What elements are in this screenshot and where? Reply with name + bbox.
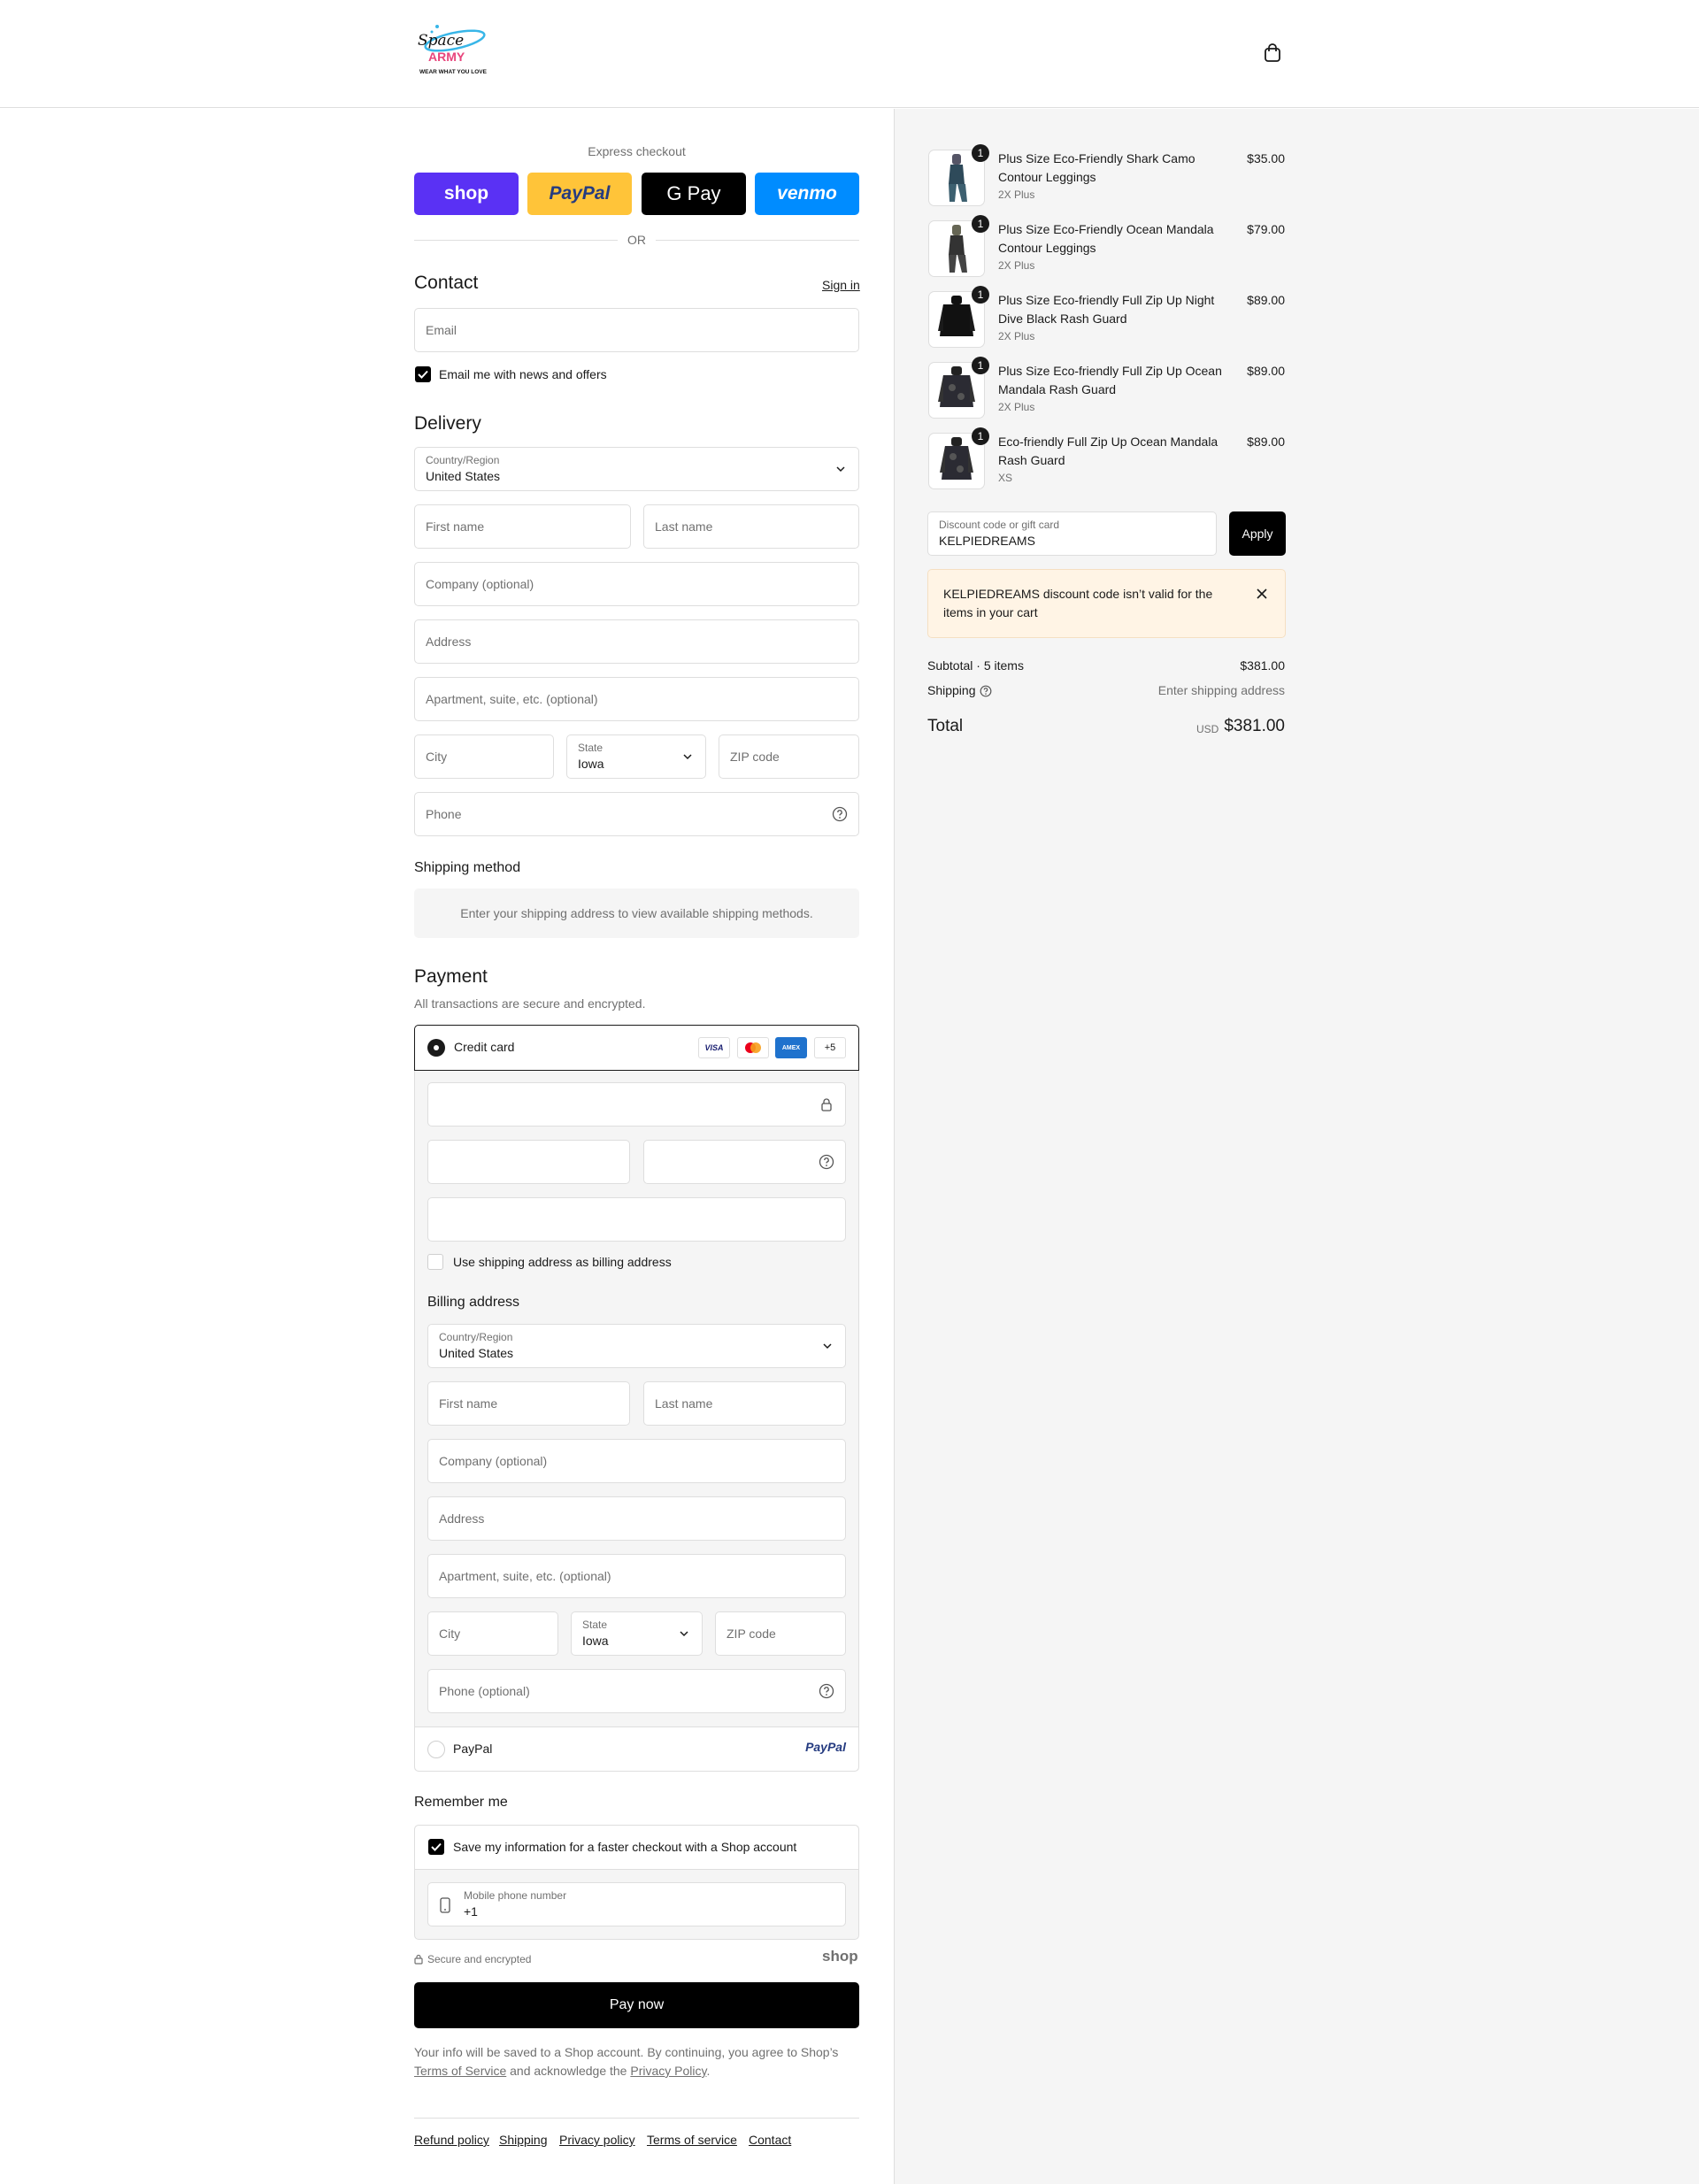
header bbox=[0, 0, 1699, 108]
phone-field[interactable] bbox=[414, 792, 859, 836]
billing-state-select[interactable] bbox=[571, 1611, 703, 1656]
footer-shipping[interactable]: Shipping bbox=[499, 2133, 548, 2147]
state-label: State bbox=[578, 742, 603, 754]
legal-line: Your info will be saved to a Shop account. By continuing, you agree to Shop’s bbox=[414, 2045, 839, 2059]
privacy-policy-link[interactable]: Privacy Policy bbox=[630, 2064, 707, 2078]
order-summary-panel bbox=[894, 109, 1699, 2184]
cart-button[interactable] bbox=[1261, 42, 1284, 65]
shop-logo: shop bbox=[822, 1948, 858, 1965]
footer-contact[interactable]: Contact bbox=[749, 2133, 792, 2147]
shipping-label: Shipping bbox=[927, 683, 976, 697]
subtotal-value: $381.00 bbox=[1240, 658, 1285, 673]
amex-label: AMEX bbox=[781, 1044, 801, 1051]
billing-country-select[interactable] bbox=[427, 1324, 846, 1368]
help-circle-icon[interactable] bbox=[832, 806, 848, 822]
amex-icon bbox=[775, 1037, 807, 1058]
save-info-label: Save my information for a faster checkout with a Shop account bbox=[453, 1840, 797, 1854]
shipping-notice-text: Enter your shipping address to view available shipping methods. bbox=[460, 906, 813, 920]
lock-icon bbox=[819, 1096, 834, 1112]
news-offers-label: Email me with news and offers bbox=[439, 367, 607, 381]
sign-in-link[interactable]: Sign in bbox=[822, 278, 860, 292]
product-variant: 2X Plus bbox=[998, 188, 1035, 201]
google-pay-button[interactable] bbox=[642, 173, 746, 215]
mobile-phone-icon bbox=[439, 1897, 451, 1913]
paypal-radio[interactable] bbox=[427, 1741, 445, 1758]
product-variant: 2X Plus bbox=[998, 330, 1035, 342]
footer-divider bbox=[414, 2118, 859, 2119]
shipping-value: Enter shipping address bbox=[1157, 683, 1285, 697]
product-variant: 2X Plus bbox=[998, 259, 1035, 272]
product-name: Plus Size Eco-friendly Full Zip Up Ocean Mandala Rash Guard bbox=[998, 364, 1222, 396]
billing-apartment-field[interactable] bbox=[427, 1554, 846, 1598]
city-field[interactable] bbox=[414, 734, 554, 779]
billing-last-name-field[interactable] bbox=[643, 1381, 846, 1426]
billing-apartment-placeholder: Apartment, suite, etc. (optional) bbox=[439, 1569, 611, 1583]
subtotal-label: Subtotal · 5 items bbox=[927, 658, 1024, 673]
chevron-down-icon bbox=[822, 1341, 833, 1351]
billing-company-field[interactable] bbox=[427, 1439, 846, 1483]
product-variant: XS bbox=[998, 472, 1013, 484]
mastercard-icon bbox=[737, 1037, 769, 1058]
total-label: Total bbox=[927, 717, 964, 735]
footer-terms-of-service[interactable]: Terms of service bbox=[647, 2133, 737, 2147]
store-logo[interactable] bbox=[412, 21, 488, 83]
product-price: $89.00 bbox=[1247, 434, 1285, 449]
news-offers-checkbox[interactable] bbox=[415, 366, 431, 382]
billing-zip-field[interactable] bbox=[715, 1611, 846, 1656]
pay-now-label: Pay now bbox=[609, 1997, 665, 2012]
shipping-method-title: Shipping method bbox=[414, 860, 521, 875]
apply-discount-button[interactable] bbox=[1229, 511, 1286, 556]
billing-address-field[interactable] bbox=[427, 1496, 846, 1541]
or-divider-left bbox=[414, 240, 618, 241]
venmo-button[interactable] bbox=[755, 173, 859, 215]
product-price: $35.00 bbox=[1247, 151, 1285, 165]
credit-card-radio[interactable] bbox=[427, 1039, 445, 1057]
visa-label: VISA bbox=[704, 1043, 724, 1052]
chevron-down-icon bbox=[835, 464, 846, 474]
first-name-placeholder: First name bbox=[426, 519, 485, 534]
email-placeholder: Email bbox=[426, 323, 457, 337]
lock-icon bbox=[414, 1954, 423, 1965]
discount-error-banner bbox=[927, 569, 1286, 638]
company-field[interactable] bbox=[414, 562, 859, 606]
last-name-field[interactable] bbox=[643, 504, 859, 549]
total-currency: USD bbox=[1196, 723, 1219, 735]
close-icon[interactable] bbox=[1256, 588, 1268, 600]
product-name: Plus Size Eco-Friendly Ocean Mandala Contour Leggings bbox=[998, 222, 1214, 255]
zip-field[interactable] bbox=[719, 734, 859, 779]
help-circle-icon[interactable] bbox=[819, 1154, 834, 1170]
product-name: Plus Size Eco-Friendly Shark Camo Contour Leggings bbox=[998, 151, 1195, 184]
discount-error-text: KELPIEDREAMS discount code isn’t valid for the items in your cart bbox=[943, 587, 1213, 619]
paypal-option[interactable] bbox=[415, 1726, 858, 1771]
apartment-field[interactable] bbox=[414, 677, 859, 721]
product-price: $89.00 bbox=[1247, 293, 1285, 307]
billing-address-title: Billing address bbox=[427, 1295, 520, 1310]
venmo-label: venmo bbox=[777, 183, 837, 204]
discount-code-label: Discount code or gift card bbox=[939, 519, 1060, 531]
paypal-label: PayPal bbox=[549, 183, 611, 204]
logo-text-top: Space bbox=[418, 32, 465, 50]
quantity-badge: 1 bbox=[972, 286, 989, 304]
billing-city-field[interactable] bbox=[427, 1611, 558, 1656]
shop-pay-button[interactable] bbox=[414, 173, 519, 215]
logo-tagline: WEAR WHAT YOU LOVE bbox=[419, 69, 487, 75]
use-shipping-checkbox[interactable] bbox=[427, 1254, 443, 1270]
more-cards-badge bbox=[814, 1037, 846, 1058]
country-label: Country/Region bbox=[426, 454, 500, 466]
mobile-phone-value: +1 bbox=[464, 1904, 478, 1919]
state-value: Iowa bbox=[578, 757, 604, 771]
quantity-badge: 1 bbox=[972, 215, 989, 233]
email-field[interactable] bbox=[414, 308, 859, 352]
product-price: $79.00 bbox=[1247, 222, 1285, 236]
address-field[interactable] bbox=[414, 619, 859, 664]
quantity-badge: 1 bbox=[972, 427, 989, 445]
chevron-down-icon bbox=[679, 1628, 689, 1639]
state-select[interactable] bbox=[566, 734, 706, 779]
legal-end: . bbox=[706, 2064, 711, 2078]
legal-text bbox=[414, 2043, 859, 2080]
apartment-placeholder: Apartment, suite, etc. (optional) bbox=[426, 692, 598, 706]
billing-first-name-field[interactable] bbox=[427, 1381, 630, 1426]
payment-title: Payment bbox=[414, 966, 488, 987]
address-placeholder: Address bbox=[426, 634, 472, 649]
credit-card-label: Credit card bbox=[454, 1040, 515, 1054]
billing-country-label: Country/Region bbox=[439, 1331, 513, 1343]
pay-now-button[interactable] bbox=[414, 1982, 859, 2028]
footer-refund-policy[interactable]: Refund policy bbox=[414, 2133, 489, 2147]
mobile-phone-label: Mobile phone number bbox=[464, 1889, 567, 1902]
billing-last-name-placeholder: Last name bbox=[655, 1396, 713, 1411]
card-name-field[interactable] bbox=[427, 1197, 846, 1242]
footer-privacy-policy[interactable]: Privacy policy bbox=[559, 2133, 635, 2147]
help-circle-icon[interactable] bbox=[980, 685, 992, 697]
more-cards-label: +5 bbox=[824, 1042, 836, 1053]
total-value: $381.00 bbox=[1224, 717, 1285, 735]
secure-encrypted-label: Secure and encrypted bbox=[427, 1953, 532, 1965]
product-name: Plus Size Eco-friendly Full Zip Up Night Dive Black Rash Guard bbox=[998, 293, 1215, 326]
billing-zip-placeholder: ZIP code bbox=[726, 1626, 776, 1641]
mobile-phone-field[interactable] bbox=[427, 1882, 846, 1926]
chevron-down-icon bbox=[682, 751, 693, 762]
shop-pay-label: shop bbox=[443, 183, 489, 204]
logo-text-mid: ARMY bbox=[428, 50, 465, 64]
card-expiry-field[interactable] bbox=[427, 1140, 630, 1184]
quantity-badge: 1 bbox=[972, 144, 989, 162]
billing-address-placeholder: Address bbox=[439, 1511, 485, 1526]
save-info-checkbox[interactable] bbox=[428, 1839, 444, 1855]
apply-label: Apply bbox=[1242, 527, 1273, 541]
billing-state-value: Iowa bbox=[582, 1634, 609, 1648]
or-divider-right bbox=[656, 240, 859, 241]
zip-placeholder: ZIP code bbox=[730, 750, 780, 764]
billing-city-placeholder: City bbox=[439, 1626, 461, 1641]
quantity-badge: 1 bbox=[972, 357, 989, 374]
visa-icon bbox=[698, 1037, 730, 1058]
last-name-placeholder: Last name bbox=[655, 519, 713, 534]
product-name: Eco-friendly Full Zip Up Ocean Mandala Rash Guard bbox=[998, 434, 1219, 467]
help-circle-icon[interactable] bbox=[819, 1683, 834, 1699]
billing-company-placeholder: Company (optional) bbox=[439, 1454, 548, 1468]
legal-mid: and acknowledge the bbox=[506, 2064, 631, 2078]
phone-placeholder: Phone bbox=[426, 807, 462, 821]
country-value: United States bbox=[426, 469, 501, 483]
express-checkout-title: Express checkout bbox=[588, 144, 686, 158]
or-divider-text: OR bbox=[627, 233, 646, 247]
billing-country-value: United States bbox=[439, 1346, 514, 1360]
delivery-title: Delivery bbox=[414, 413, 481, 434]
google-pay-label: G Pay bbox=[666, 182, 721, 204]
billing-phone-placeholder: Phone (optional) bbox=[439, 1684, 530, 1698]
city-placeholder: City bbox=[426, 750, 448, 764]
discount-code-value: KELPIEDREAMS bbox=[939, 534, 1035, 548]
first-name-field[interactable] bbox=[414, 504, 631, 549]
use-shipping-label: Use shipping address as billing address bbox=[453, 1255, 672, 1269]
product-price: $89.00 bbox=[1247, 364, 1285, 378]
contact-title: Contact bbox=[414, 273, 479, 293]
paypal-logo: PayPal bbox=[805, 1740, 846, 1754]
remember-me-title: Remember me bbox=[414, 1795, 508, 1810]
product-variant: 2X Plus bbox=[998, 401, 1035, 413]
card-number-field[interactable] bbox=[427, 1082, 846, 1127]
company-placeholder: Company (optional) bbox=[426, 577, 534, 591]
billing-state-label: State bbox=[582, 1619, 608, 1631]
billing-phone-field[interactable] bbox=[427, 1669, 846, 1713]
terms-of-service-link[interactable]: Terms of Service bbox=[414, 2064, 507, 2078]
billing-first-name-placeholder: First name bbox=[439, 1396, 498, 1411]
country-select[interactable] bbox=[414, 447, 859, 491]
shipping-method-notice bbox=[414, 888, 859, 938]
paypal-option-label: PayPal bbox=[453, 1742, 493, 1756]
card-cvv-field[interactable] bbox=[643, 1140, 846, 1184]
bag-icon bbox=[1263, 43, 1282, 63]
paypal-button[interactable] bbox=[527, 173, 632, 215]
discount-code-field[interactable] bbox=[927, 511, 1217, 556]
payment-subtitle: All transactions are secure and encrypted. bbox=[414, 996, 646, 1011]
